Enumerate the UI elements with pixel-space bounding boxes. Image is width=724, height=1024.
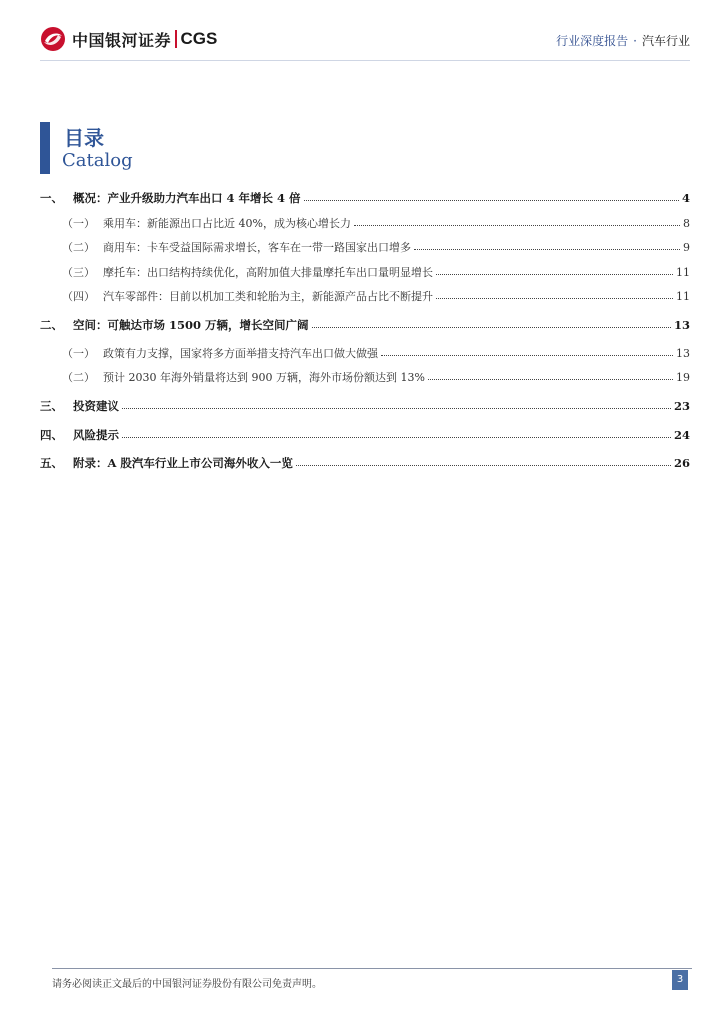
toc-entry-page: 24: [673, 428, 690, 442]
toc-entry[interactable]: [40, 190, 690, 208]
toc-entry[interactable]: [40, 369, 690, 387]
galaxy-logo-icon: [40, 26, 66, 52]
toc-entry-number: 二、: [40, 318, 63, 332]
title-accent-bar: [40, 122, 50, 174]
toc-entry-page: 4: [681, 191, 690, 205]
toc-dot-leader: [304, 192, 679, 201]
toc-entry[interactable]: [40, 288, 690, 306]
footer-disclaimer: 请务必阅读正文最后的中国银河证券股份有限公司免责声明。: [52, 979, 322, 990]
toc-dot-leader: [122, 400, 671, 409]
toc-entry-number: （二）: [62, 241, 95, 254]
toc-entry-number: 三、: [40, 399, 63, 413]
toc-entry-page: 13: [676, 347, 690, 360]
toc-dot-leader: [436, 290, 673, 299]
toc-entry[interactable]: [40, 264, 690, 282]
toc-entry-page: 13: [673, 318, 690, 332]
toc-entry-page: 11: [676, 290, 690, 303]
toc-entry[interactable]: [40, 427, 690, 445]
toc-entry-title: 汽车零部件：目前以机加工类和轮胎为主，新能源产品占比不断提升: [103, 290, 433, 303]
toc-entry-page: 26: [673, 456, 690, 470]
title-english: Catalog: [62, 150, 133, 171]
title-chinese: 目录: [64, 126, 104, 150]
toc-dot-leader: [428, 371, 673, 380]
toc-entry-title: 政策有力支撑，国家将多方面举措支持汽车出口做大做强: [103, 347, 378, 360]
header-separator: ·: [633, 33, 637, 48]
toc-entry[interactable]: [40, 239, 690, 257]
toc-dot-leader: [122, 429, 671, 438]
toc-entry-page: 8: [683, 217, 690, 230]
toc-entry-number: （二）: [62, 371, 95, 384]
toc-entry-page: 11: [676, 266, 690, 279]
report-category: [556, 32, 690, 49]
toc-entry[interactable]: [40, 345, 690, 363]
footer-divider: [52, 968, 692, 969]
page-number: 3: [672, 970, 688, 990]
toc-dot-leader: [312, 319, 671, 328]
toc-entry-title: 预计 2030 年海外销量将达到 900 万辆，海外市场份额达到 13%: [103, 371, 425, 384]
toc-dot-leader: [414, 241, 680, 250]
toc-entry-page: 19: [676, 371, 690, 384]
toc-entry-title: 摩托车：出口结构持续优化，高附加值大排量摩托车出口量明显增长: [103, 266, 433, 279]
toc-entry-number: 一、: [40, 191, 63, 205]
industry-name: 汽车行业: [641, 34, 690, 48]
toc-entry-number: 四、: [40, 428, 63, 442]
logo-chinese-name: 中国银河证券: [72, 30, 172, 50]
toc-entry-page: 9: [683, 241, 690, 254]
logo-separator: [175, 30, 177, 48]
report-type: 行业深度报告: [556, 34, 629, 48]
toc-entry-title: 空间：可触达市场 1500 万辆，增长空间广阔: [73, 318, 309, 332]
logo-english-name: CGS: [180, 29, 218, 48]
toc-entry[interactable]: [40, 215, 690, 233]
toc-entry[interactable]: [40, 398, 690, 416]
toc-entry-title: 附录：A 股汽车行业上市公司海外收入一览: [73, 456, 293, 470]
toc-entry[interactable]: [40, 317, 690, 335]
toc-entry-title: 乘用车：新能源出口占比近 40%，成为核心增长力: [103, 217, 351, 230]
toc-dot-leader: [296, 457, 671, 466]
toc-dot-leader: [354, 217, 680, 226]
toc-entry-number: （三）: [62, 266, 95, 279]
toc-dot-leader: [436, 266, 673, 275]
page-header: [40, 26, 690, 56]
toc-entry[interactable]: [40, 455, 690, 473]
company-logo: [40, 26, 217, 52]
toc-entry-number: （四）: [62, 290, 95, 303]
toc-entry-page: 23: [673, 399, 690, 413]
toc-entry-title: 概况：产业升级助力汽车出口 4 年增长 4 倍: [73, 191, 301, 205]
toc-entry-number: （一）: [62, 347, 95, 360]
toc-entry-number: （一）: [62, 217, 95, 230]
toc-entry-title: 商用车：卡车受益国际需求增长，客车在一带一路国家出口增多: [103, 241, 411, 254]
header-divider: [40, 60, 690, 61]
toc-dot-leader: [381, 347, 673, 356]
toc-entry-title: 风险提示: [73, 428, 119, 442]
toc-entry-number: 五、: [40, 456, 63, 470]
toc-entry-title: 投资建议: [73, 399, 119, 413]
